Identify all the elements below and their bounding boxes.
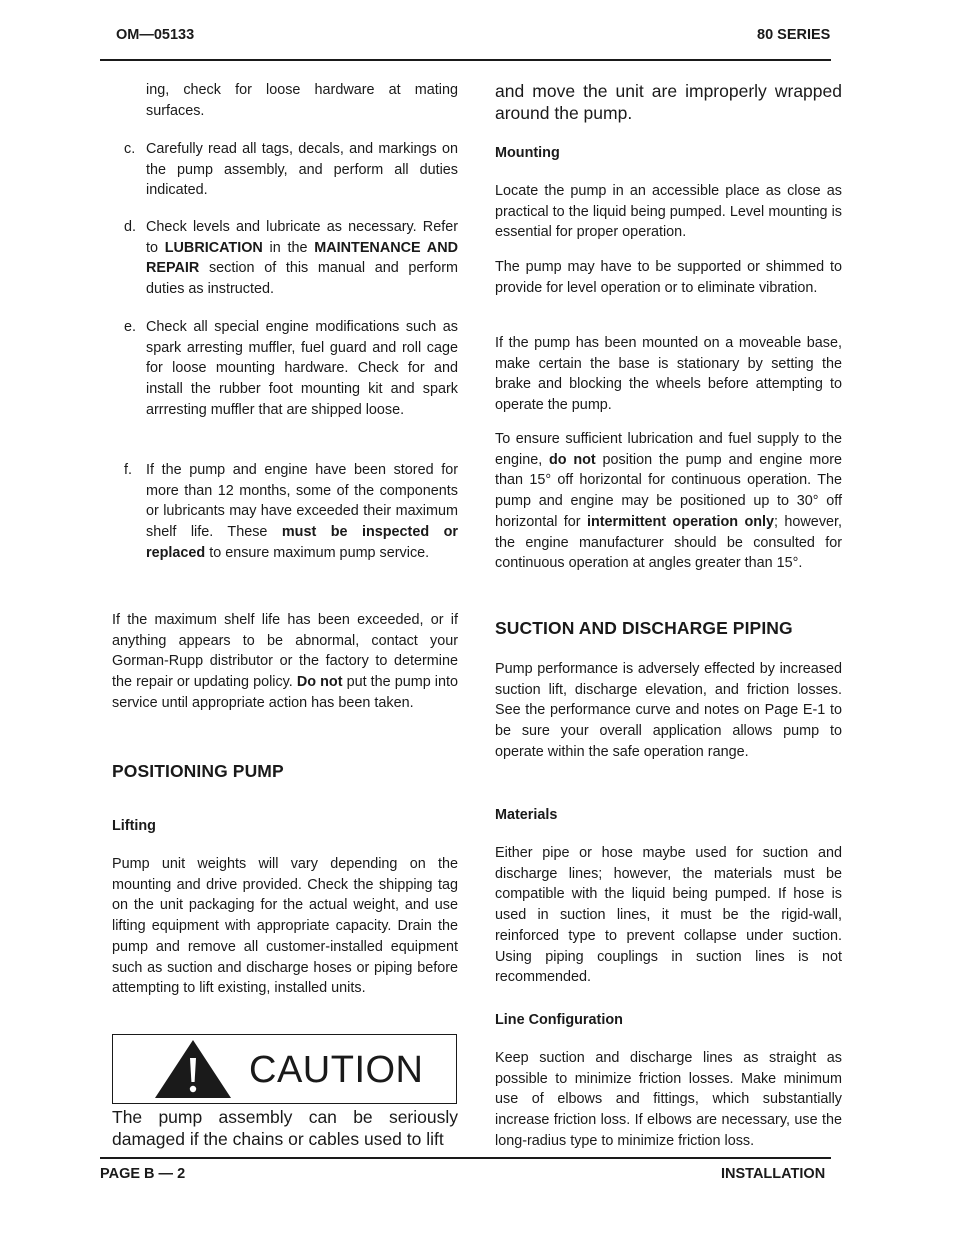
- list-text: Carefully read all tags, decals, and markings on the pump assembly, and perform all duties indicated.: [146, 141, 458, 199]
- lifting-heading: Lifting: [112, 818, 156, 834]
- caution-box: [112, 1034, 457, 1104]
- inspect-warning: must be inspected or replaced: [146, 524, 458, 561]
- suction-paragraph: Pump performance is adversely effected by increased suction lift, discharge elevation, and friction losses. See the performance curve and notes on Page E-1 to be sure your overall application allows pump to operate within the safe operation range.: [495, 661, 842, 760]
- mounting-paragraph-4: To ensure sufficient lubrication and fuel supply to the engine, do not position the pump and engine more than 15° off horizontal for continuous operation. The pump and engine may be positioned up to 30° off horizontal for intermittent operation only; however, the engine manufacturer should be consulted for continuous operation at angles greater than 15°.: [495, 431, 843, 572]
- warning-triangle-icon: [153, 1038, 233, 1100]
- mounting-paragraph-1: Locate the pump in an accessible place as close as practical to the liquid being pumped. Level mounting is essential for proper operation.: [495, 183, 842, 241]
- section-name: INSTALLATION: [721, 1166, 826, 1182]
- line-configuration-heading: Line Configuration: [495, 1012, 623, 1028]
- page-number: PAGE B — 2: [100, 1166, 186, 1182]
- positioning-heading: POSITIONING PUMP: [112, 761, 284, 781]
- suction-discharge-heading: SUCTION AND DISCHARGE PIPING: [495, 618, 793, 638]
- list-letter: d.: [124, 219, 137, 235]
- shelf-life-paragraph: If the maximum shelf life has been exceeded, or if anything appears to be abnormal, contact your Gorman-Rupp distributor or the factory to determine the repair or updating policy. Do not put the pump into service until appropriate action has been taken.: [112, 612, 458, 711]
- document-number: OM—05133: [116, 27, 195, 43]
- footer-rule: [100, 1157, 831, 1159]
- mounting-paragraph-3: If the pump has been mounted on a moveable base, make certain the base is stationary by setting the brake and blocking the wheels before attempting to operate the pump.: [495, 335, 842, 414]
- caution-text-part-1: The pump assembly can be seriously damaged if the chains or cables used to lift: [112, 1107, 458, 1149]
- list-text: Check levels and lubricate as necessary. Refer to LUBRICATION in the MAINTENANCE AND REPAIR section of this manual and perform duties as instructed.: [146, 219, 458, 298]
- mounting-heading: Mounting: [495, 145, 560, 161]
- line-configuration-paragraph: Keep suction and discharge lines as straight as possible to minimize friction losses. Make minimum use of elbows and fittings, which substantially increase friction loss. If elbows are necessary, use the long-radius type to minimize friction loss.: [495, 1050, 842, 1149]
- lifting-paragraph: Pump unit weights will vary depending on the mounting and drive provided. Check the shipping tag on the unit packaging for the actual weight, and use lifting equipment with appropriate capacity. Drain the pump and remove all customer-installed equipment such as suction and discharge hoses or piping before attempting to lift existing, installed units.: [112, 856, 458, 997]
- materials-heading: Materials: [495, 807, 558, 823]
- list-letter: e.: [124, 319, 137, 335]
- caution-text-part-2: and move the unit are improperly wrapped around the pump.: [495, 81, 842, 123]
- mounting-paragraph-2: The pump may have to be supported or shimmed to provide for level operation or to eliminate vibration.: [495, 259, 842, 296]
- series-label: 80 SERIES: [757, 27, 831, 43]
- list-letter: f.: [124, 462, 132, 478]
- caution-label: CAUTION: [249, 1049, 424, 1091]
- list-text: Check all special engine modifications such as spark arresting muffler, fuel guard and roll cage for loose mounting hardware. Check for and install the rubber foot mounting kit and spark arrresting muffler that are shipped loose.: [146, 319, 458, 418]
- list-letter: c.: [124, 141, 136, 157]
- header-rule: [100, 59, 831, 61]
- item-b-continuation: ing, check for loose hardware at mating surfaces.: [146, 82, 458, 119]
- maintenance-ref: MAINTENANCE AND REPAIR: [146, 239, 458, 277]
- materials-paragraph: Either pipe or hose maybe used for suction and discharge lines; however, the materials must be compatible with the liquid being pumped. If hose is used in suction lines, it must be the rigid-wall, reinforced type to prevent collapse under suction. Using piping couplings in suction lines is not recommended.: [495, 845, 842, 986]
- list-text: If the pump and engine have been stored for more than 12 months, some of the components or lubricants may have exceeded their maximum shelf life. These must be inspected or replaced to ensure maximum pump service.: [146, 462, 458, 561]
- lubrication-ref: LUBRICATION: [164, 239, 263, 256]
